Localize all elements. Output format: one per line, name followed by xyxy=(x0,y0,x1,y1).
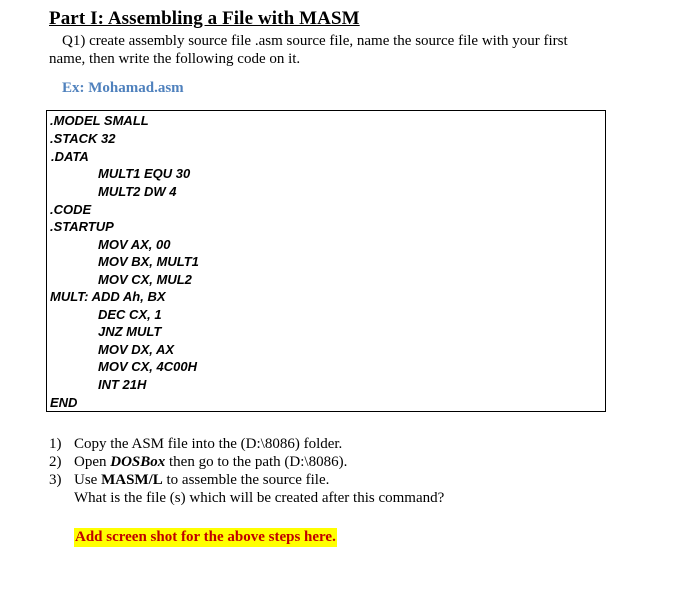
code-line: MOV AX, 00 xyxy=(98,237,171,252)
code-line: MULT: ADD Ah, BX xyxy=(50,289,166,304)
step-text-post: to assemble the source file. xyxy=(162,472,330,488)
code-line: .CODE xyxy=(50,202,92,217)
code-line: MOV CX, MUL2 xyxy=(98,272,192,287)
code-line: DEC CX, 1 xyxy=(98,307,162,322)
question-line-1: Q1) create assembly source file .asm source file, name the source file with your first xyxy=(62,33,568,49)
code-line: MULT1 EQU 30 xyxy=(98,166,191,181)
example-filename: Ex: Mohamad.asm xyxy=(62,80,184,96)
step-1 xyxy=(49,436,649,453)
step-text-pre: Use xyxy=(74,472,102,488)
step-text-post: then go to the path (D:\8086). xyxy=(165,454,348,470)
question-line-2: name, then write the following code on it. xyxy=(49,51,301,67)
code-line: MULT2 DW 4 xyxy=(98,184,177,199)
code-line: .STACK 32 xyxy=(50,131,116,146)
code-line: MOV BX, MULT1 xyxy=(98,254,199,269)
step-text-bold: MASM/L xyxy=(101,472,163,488)
code-line: INT 21H xyxy=(98,377,147,392)
code-line: END xyxy=(50,395,78,410)
step-text-pre: Open xyxy=(74,454,111,470)
highlighted-instruction: Add screen shot for the above steps here. xyxy=(75,529,336,545)
step-number: 1) xyxy=(49,436,62,452)
code-box xyxy=(46,110,606,412)
step-2 xyxy=(49,454,649,471)
steps-list xyxy=(49,436,649,507)
step-text-emphasis: DOSBox xyxy=(110,454,166,470)
code-line: .DATA xyxy=(51,149,89,164)
code-line: MOV CX, 4C00H xyxy=(98,359,197,374)
followup-question: What is the file (s) which will be created after this command? xyxy=(74,490,445,506)
step-text: Copy the ASM file into the (D:\8086) folder. xyxy=(74,436,343,452)
code-line: .STARTUP xyxy=(50,219,114,234)
step-3 xyxy=(49,472,649,489)
code-line: MOV DX, AX xyxy=(98,342,175,357)
section-heading: Part I: Assembling a File with MASM xyxy=(49,8,360,29)
code-line: JNZ MULT xyxy=(98,324,162,339)
step-number: 3) xyxy=(49,472,62,488)
question-text xyxy=(49,32,639,68)
code-line: .MODEL SMALL xyxy=(50,113,149,128)
step-number: 2) xyxy=(49,454,62,470)
